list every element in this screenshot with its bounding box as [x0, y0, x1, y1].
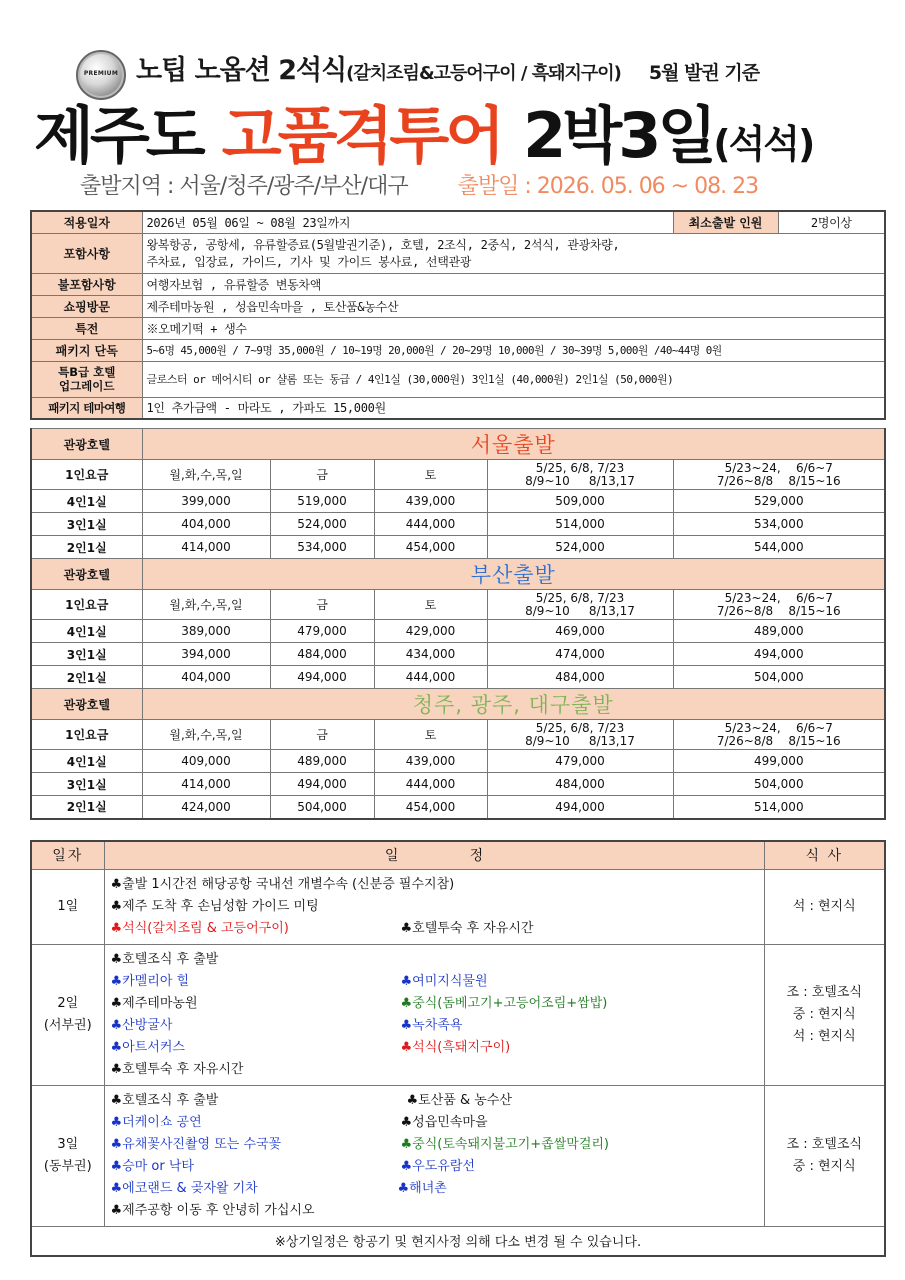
- exclude-label: 불포함사항: [31, 273, 142, 295]
- single-value: 5~6명 45,000원 / 7~9명 35,000원 / 10~19명 20,000원 / 20~29명 10,000원 / 30~39명 5,000원 /40~44명 0원: [142, 339, 885, 361]
- per-person-label: 1인요금: [31, 460, 142, 490]
- subtitle-main: 노팁 노옵션 2석식: [136, 55, 347, 86]
- include-label: 포함사항: [31, 233, 142, 273]
- schedule-item: ♣호텔투숙 후 자유시간: [400, 920, 534, 936]
- col-sat: 토: [374, 720, 487, 750]
- price-cell: 479,000: [487, 750, 673, 773]
- schedule-item: ♣카멜리아 힐: [110, 973, 190, 989]
- price-cell: 504,000: [673, 666, 885, 689]
- per-person-label: 1인요금: [31, 720, 142, 750]
- period-value: 2026년 05월 06일 ~ 08월 23일까지: [142, 211, 673, 233]
- price-cell: 529,000: [673, 490, 885, 513]
- price-column-header: [31, 590, 885, 620]
- schedule-item: ♣호텔투숙 후 자유시간: [110, 1061, 244, 1077]
- col-peak1: [487, 720, 673, 750]
- schedule-item: ♣성읍민속마을: [400, 1114, 488, 1130]
- col-schedule: 일 정: [104, 841, 764, 869]
- peak2-line: 7/26~8/8 8/15~16: [716, 473, 841, 488]
- peak1-line: 8/9~10 8/13,17: [525, 733, 635, 748]
- per-person-label: 1인요금: [31, 590, 142, 620]
- col-sat: 토: [374, 460, 487, 490]
- room-type: 2인1실: [31, 666, 142, 689]
- price-cell: 514,000: [487, 513, 673, 536]
- schedule-item: ♣석식(갈치조림 & 고등어구이): [110, 920, 289, 936]
- price-cell: 489,000: [673, 620, 885, 643]
- schedule-item: ♣호텔조식 후 출발: [110, 1092, 219, 1108]
- price-cell: 534,000: [673, 513, 885, 536]
- day-row: [31, 1085, 885, 1226]
- meal-info: [764, 944, 885, 1085]
- price-cell: 504,000: [270, 796, 374, 819]
- col-sat: 토: [374, 590, 487, 620]
- schedule-item: ♣우도유람선: [400, 1158, 475, 1174]
- title-duration: 2박3일: [523, 99, 714, 172]
- schedule-item: ♣토산품 & 농수산: [406, 1092, 512, 1108]
- price-cell: 494,000: [270, 666, 374, 689]
- upgrade-value: 글로스터 or 메어시티 or 샬롬 또는 동급 / 4인1실 (30,000원) 3인1실 (40,000원) 2인1실 (50,000원): [142, 361, 885, 397]
- price-row: [31, 490, 885, 513]
- peak1-line: 5/25, 6/8, 7/23: [535, 720, 625, 735]
- day-row: [31, 944, 885, 1085]
- price-cell: 484,000: [487, 773, 673, 796]
- title-meal: (석석): [713, 122, 814, 166]
- region-name: 청주, 광주, 대구출발: [142, 689, 885, 720]
- price-cell: 469,000: [487, 620, 673, 643]
- col-weekday: 월,화,수,목,일: [142, 460, 270, 490]
- price-cell: 444,000: [374, 513, 487, 536]
- price-cell: 544,000: [673, 536, 885, 559]
- price-cell: 434,000: [374, 643, 487, 666]
- schedule-item: ♣제주 도착 후 손님성함 가이드 미팅: [110, 898, 319, 914]
- price-cell: 524,000: [487, 536, 673, 559]
- shop-label: 쇼핑방문: [31, 295, 142, 317]
- col-peak1: [487, 590, 673, 620]
- day-schedule: [104, 944, 764, 1085]
- peak2-line: 5/23~24, 6/6~7: [724, 460, 833, 475]
- price-cell: 474,000: [487, 643, 673, 666]
- price-cell: 414,000: [142, 536, 270, 559]
- upgrade-label-line: 업그레이드: [58, 379, 115, 393]
- schedule-item: ♣중식(돔베고기+고등어조림+쌈밥): [400, 995, 608, 1011]
- min-label: 최소출발 인원: [673, 211, 778, 233]
- peak2-line: 7/26~8/8 8/15~16: [716, 603, 841, 618]
- col-day: 일자: [31, 841, 104, 869]
- price-cell: 414,000: [142, 773, 270, 796]
- price-cell: 444,000: [374, 666, 487, 689]
- schedule-item: ♣여미지식물원: [400, 973, 488, 989]
- price-cell: 404,000: [142, 666, 270, 689]
- schedule-item: ♣녹차족욕: [400, 1017, 463, 1033]
- footer-note: ※상기일정은 항공기 및 현지사정 의해 다소 변경 될 수 있습니다.: [31, 1226, 885, 1256]
- meal-lunch: 중 : 현지식: [792, 1158, 856, 1174]
- title-region: 제주도: [34, 99, 202, 172]
- price-row: [31, 643, 885, 666]
- schedule-item: ♣유채꽃사진촬영 또는 수국꽃: [110, 1136, 282, 1152]
- room-type: 3인1실: [31, 773, 142, 796]
- price-cell: 514,000: [673, 796, 885, 819]
- region-header-row: [31, 429, 885, 460]
- upgrade-label-line: 특B급 호텔: [58, 365, 116, 379]
- meal-breakfast: 조 : 호텔조식: [786, 984, 862, 1000]
- day-number: 2일: [57, 995, 79, 1011]
- day-schedule: [104, 869, 764, 944]
- region-name: 서울출발: [142, 429, 885, 460]
- min-value: 2명이상: [778, 211, 885, 233]
- peak2-line: 5/23~24, 6/6~7: [724, 590, 833, 605]
- day-area: (서부권): [43, 1017, 92, 1033]
- price-cell: 534,000: [270, 536, 374, 559]
- price-cell: 454,000: [374, 796, 487, 819]
- col-peak1: [487, 460, 673, 490]
- peak2-line: 5/23~24, 6/6~7: [724, 720, 833, 735]
- departure-dates: 출발일 : 2026. 05. 06 ~ 08. 23: [457, 174, 759, 199]
- price-cell: 394,000: [142, 643, 270, 666]
- col-peak2: [673, 590, 885, 620]
- price-cell: 429,000: [374, 620, 487, 643]
- hotel-label: 관광호텔: [31, 429, 142, 460]
- price-row: [31, 773, 885, 796]
- day-area: (동부권): [43, 1158, 92, 1174]
- meal-info: 석 : 현지식: [764, 869, 885, 944]
- price-cell: 409,000: [142, 750, 270, 773]
- itinerary-table: [30, 840, 886, 1257]
- day-number: 3일: [57, 1136, 79, 1152]
- room-type: 2인1실: [31, 796, 142, 819]
- price-cell: 404,000: [142, 513, 270, 536]
- price-cell: 509,000: [487, 490, 673, 513]
- room-type: 4인1실: [31, 490, 142, 513]
- meal-dinner: 석 : 현지식: [792, 1028, 856, 1044]
- price-cell: 454,000: [374, 536, 487, 559]
- include-line: 주차료, 입장료, 가이드, 기사 및 가이드 봉사료, 선택관광: [146, 255, 472, 269]
- price-cell: 439,000: [374, 490, 487, 513]
- col-fri: 금: [270, 590, 374, 620]
- price-row: [31, 666, 885, 689]
- room-type: 3인1실: [31, 513, 142, 536]
- schedule-item: ♣해녀촌: [397, 1180, 447, 1196]
- price-row: [31, 513, 885, 536]
- price-row: [31, 536, 885, 559]
- hotel-label: 관광호텔: [31, 689, 142, 720]
- day-label: [31, 944, 104, 1085]
- period-label: 적용일자: [31, 211, 142, 233]
- col-fri: 금: [270, 460, 374, 490]
- schedule-item: ♣중식(토속돼지불고기+좁쌀막걸리): [400, 1136, 610, 1152]
- departure-regions: 출발지역 : 서울/청주/광주/부산/대구: [80, 174, 408, 199]
- schedule-item: ♣더케이쇼 공연: [110, 1114, 202, 1130]
- price-column-header: [31, 460, 885, 490]
- peak1-line: 5/25, 6/8, 7/23: [535, 460, 625, 475]
- meal-info: [764, 1085, 885, 1226]
- exclude-value: 여행자보험 , 유류할증 변동차액: [142, 273, 885, 295]
- price-cell: 504,000: [673, 773, 885, 796]
- price-column-header: [31, 720, 885, 750]
- price-table: [30, 428, 886, 820]
- meal-breakfast: 조 : 호텔조식: [786, 1136, 862, 1152]
- include-line: 왕복항공, 공항세, 유류할증료(5월발권기준), 호텔, 2조식, 2중식, 2석식, 관광차량,: [146, 238, 620, 252]
- logo-text: PREMIUM: [83, 70, 119, 77]
- page-title: [34, 86, 813, 175]
- price-cell: 484,000: [270, 643, 374, 666]
- subtitle: [136, 48, 759, 87]
- price-cell: 399,000: [142, 490, 270, 513]
- theme-value: 1인 추가금액 - 마라도 , 가파도 15,000원: [142, 397, 885, 419]
- region-header-row: [31, 689, 885, 720]
- col-meal: 식 사: [764, 841, 885, 869]
- region-name: 부산출발: [142, 559, 885, 590]
- price-cell: 444,000: [374, 773, 487, 796]
- price-cell: 489,000: [270, 750, 374, 773]
- room-type: 3인1실: [31, 643, 142, 666]
- col-weekday: 월,화,수,목,일: [142, 590, 270, 620]
- day-label: [31, 1085, 104, 1226]
- price-cell: 484,000: [487, 666, 673, 689]
- schedule-item: ♣에코랜드 & 곶자왈 기차: [110, 1180, 258, 1196]
- day-schedule: [104, 1085, 764, 1226]
- bonus-label: 특전: [31, 317, 142, 339]
- peak1-line: 8/9~10 8/13,17: [525, 473, 635, 488]
- upgrade-label: [31, 361, 142, 397]
- col-fri: 금: [270, 720, 374, 750]
- subtitle-meals: (갈치조림&고등어구이 / 흑돼지구이): [346, 63, 621, 84]
- schedule-item: ♣석식(흑돼지구이): [400, 1039, 511, 1055]
- price-cell: 479,000: [270, 620, 374, 643]
- price-row: [31, 796, 885, 819]
- peak1-line: 5/25, 6/8, 7/23: [535, 590, 625, 605]
- shop-value: 제주테마농원 , 성읍민속마을 , 토산품&농수산: [142, 295, 885, 317]
- col-weekday: 월,화,수,목,일: [142, 720, 270, 750]
- region-header-row: [31, 559, 885, 590]
- price-cell: 424,000: [142, 796, 270, 819]
- price-cell: 519,000: [270, 490, 374, 513]
- price-cell: 494,000: [270, 773, 374, 796]
- room-type: 4인1실: [31, 620, 142, 643]
- meal-lunch: 중 : 현지식: [792, 1006, 856, 1022]
- price-cell: 494,000: [487, 796, 673, 819]
- price-row: [31, 620, 885, 643]
- price-row: [31, 750, 885, 773]
- schedule-item: ♣호텔조식 후 출발: [110, 951, 219, 967]
- bonus-value: ※오메기떡 + 생수: [142, 317, 885, 339]
- schedule-item: ♣승마 or 낙타: [110, 1158, 194, 1174]
- price-cell: 389,000: [142, 620, 270, 643]
- title-product: 고품격투어: [221, 99, 502, 172]
- theme-label: 패키지 테마여행: [31, 397, 142, 419]
- peak1-line: 8/9~10 8/13,17: [525, 603, 635, 618]
- schedule-item: ♣제주공항 이동 후 안녕히 가십시오: [110, 1202, 315, 1218]
- subtitle-basis: 5월 발권 기준: [648, 62, 760, 84]
- col-peak2: [673, 720, 885, 750]
- include-value: [142, 233, 885, 273]
- col-peak2: [673, 460, 885, 490]
- schedule-item: ♣제주테마농원: [110, 995, 198, 1011]
- price-cell: 439,000: [374, 750, 487, 773]
- peak2-line: 7/26~8/8 8/15~16: [716, 733, 841, 748]
- schedule-item: ♣산방굴사: [110, 1017, 173, 1033]
- room-type: 4인1실: [31, 750, 142, 773]
- single-label: 패키지 단독: [31, 339, 142, 361]
- day-label: 1일: [31, 869, 104, 944]
- departure-info: [80, 169, 758, 200]
- product-table: [30, 210, 886, 420]
- day-row: [31, 869, 885, 944]
- hotel-label: 관광호텔: [31, 559, 142, 590]
- price-cell: 499,000: [673, 750, 885, 773]
- price-cell: 524,000: [270, 513, 374, 536]
- schedule-item: ♣출발 1시간전 해당공항 국내선 개별수속 (신분증 필수지참): [110, 876, 455, 892]
- room-type: 2인1실: [31, 536, 142, 559]
- price-cell: 494,000: [673, 643, 885, 666]
- schedule-item: ♣아트서커스: [110, 1039, 185, 1055]
